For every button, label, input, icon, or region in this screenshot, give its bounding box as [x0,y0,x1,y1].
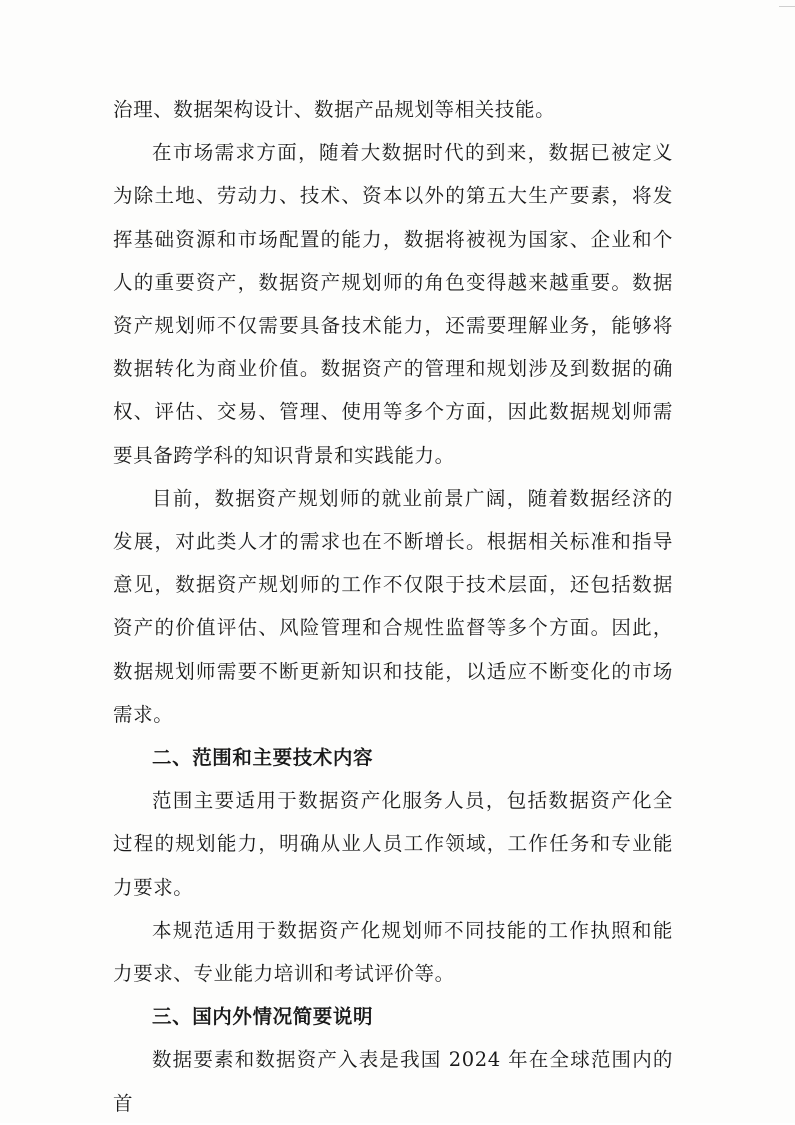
paragraph-applicability: 本规范适用于数据资产化规划师不同技能的工作执照和能力要求、专业能力培训和考试评价等。 [113,918,673,986]
paragraph-market-demand: 在市场需求方面，随着大数据时代的到来，数据已被定义为除土地、劳动力、技术、资本以外的第五大生产要素，将发挥基础资源和市场配置的能力，数据将被视为国家、企业和个人的重要资产，数据资产规划师的角色变得越来越重要。数据资产规划师不仅需要具备技术能力，还需要理解业务，能够将数据转化为商业价值。数据资产的管理和规划涉及到数据的确权、评估、交易、管理、使用等多个方面，因此数据规划师需要具备跨学科的知识背景和实践能力。 [113,141,673,467]
section-heading-scope: 二、范围和主要技术内容 [152,746,374,770]
paragraph-employment-prospects: 目前，数据资产规划师的就业前景广阔，随着数据经济的发展，对此类人才的需求也在不断增长。根据相关标准和指导意见，数据资产规划师的工作不仅限于技术层面，还包括数据资产的价值评估、风险管理和合规性监督等多个方面。因此，数据规划师需要不断更新知识和技能，以适应不断变化的市场需求。 [113,486,673,726]
paragraph-scope: 范围主要适用于数据资产化服务人员，包括数据资产化全过程的规划能力，明确从业人员工作领域，工作任务和专业能力要求。 [113,789,673,899]
scan-corner-mark [779,0,795,7]
paragraph-continuation: 治理、数据架构设计、数据产品规划等相关技能。 [113,98,556,121]
paragraph-data-elements: 数据要素和数据资产入表是我国 2024 年在全球范围内的首 [113,1048,673,1115]
section-heading-domestic-foreign: 三、国内外情况简要说明 [152,1005,374,1029]
document-body [113,88,673,1125]
